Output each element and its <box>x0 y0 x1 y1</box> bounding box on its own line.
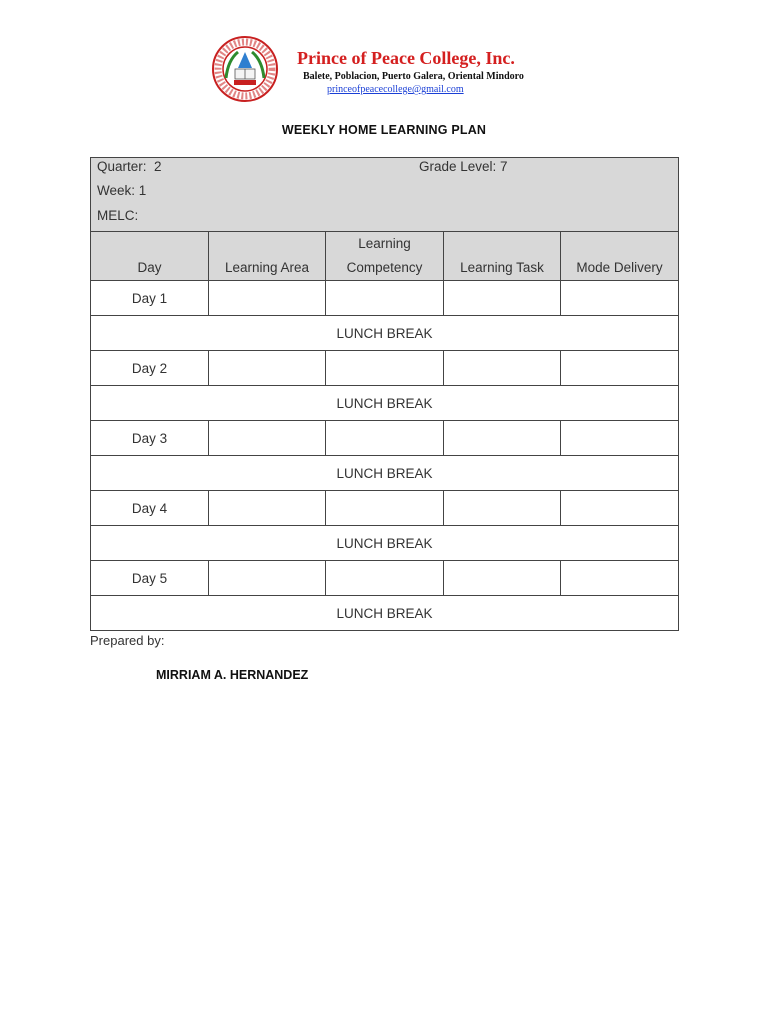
lunch-break-row <box>91 596 679 631</box>
table-row <box>91 351 679 386</box>
preparer-name: MIRRIAM A. HERNANDEZ <box>156 668 309 682</box>
quarter-text: Quarter: 2 <box>97 159 162 174</box>
lunch-break-cell: LUNCH BREAK <box>91 456 679 491</box>
learning-task-cell[interactable] <box>444 491 561 526</box>
mode-delivery-cell[interactable] <box>561 561 679 596</box>
day-cell: Day 4 <box>91 491 209 526</box>
lunch-break-row <box>91 526 679 561</box>
mode-delivery-cell[interactable] <box>561 281 679 316</box>
competency-cell[interactable] <box>326 281 444 316</box>
college-address: Balete, Poblacion, Puerto Galera, Oriental Mindoro <box>303 71 524 82</box>
learning-area-cell[interactable] <box>209 491 326 526</box>
college-email-link[interactable]: princeofpeacecollege@gmail.com <box>327 84 464 95</box>
table-header-row <box>91 232 679 281</box>
mode-delivery-cell[interactable] <box>561 491 679 526</box>
competency-cell[interactable] <box>326 421 444 456</box>
grade-level-text: Grade Level: 7 <box>419 159 508 174</box>
lunch-break-cell: LUNCH BREAK <box>91 596 679 631</box>
prepared-by-label: Prepared by: <box>90 633 165 648</box>
learning-task-cell[interactable] <box>444 351 561 386</box>
learning-task-cell[interactable] <box>444 281 561 316</box>
competency-cell[interactable] <box>326 491 444 526</box>
plan-info-cell <box>91 158 679 232</box>
day-cell: Day 2 <box>91 351 209 386</box>
learning-area-cell[interactable] <box>209 351 326 386</box>
learning-task-cell[interactable] <box>444 561 561 596</box>
header-mode-delivery: Mode Delivery <box>561 232 679 281</box>
competency-cell[interactable] <box>326 561 444 596</box>
week-text: Week: 1 <box>97 183 147 198</box>
header-learning-task: Learning Task <box>444 232 561 281</box>
learning-area-cell[interactable] <box>209 561 326 596</box>
melc-text: MELC: <box>97 208 139 223</box>
learning-area-cell[interactable] <box>209 281 326 316</box>
header-learning-competency: Learning Competency <box>326 232 444 281</box>
table-row <box>91 561 679 596</box>
college-seal-icon <box>212 36 278 102</box>
lunch-break-cell: LUNCH BREAK <box>91 526 679 561</box>
competency-cell[interactable] <box>326 351 444 386</box>
mode-delivery-cell[interactable] <box>561 421 679 456</box>
day-cell: Day 3 <box>91 421 209 456</box>
mode-delivery-cell[interactable] <box>561 351 679 386</box>
lunch-break-row <box>91 316 679 351</box>
letterhead <box>212 36 572 104</box>
table-row <box>91 421 679 456</box>
lunch-break-cell: LUNCH BREAK <box>91 316 679 351</box>
page-title: WEEKLY HOME LEARNING PLAN <box>281 123 487 137</box>
header-learning-area: Learning Area <box>209 232 326 281</box>
lunch-break-cell: LUNCH BREAK <box>91 386 679 421</box>
learning-plan-table <box>90 157 679 631</box>
header-day: Day <box>91 232 209 281</box>
table-row <box>91 281 679 316</box>
college-name: Prince of Peace College, Inc. <box>297 48 515 68</box>
learning-area-cell[interactable] <box>209 421 326 456</box>
lunch-break-row <box>91 456 679 491</box>
table-row <box>91 491 679 526</box>
day-cell: Day 5 <box>91 561 209 596</box>
lunch-break-row <box>91 386 679 421</box>
day-cell: Day 1 <box>91 281 209 316</box>
learning-task-cell[interactable] <box>444 421 561 456</box>
